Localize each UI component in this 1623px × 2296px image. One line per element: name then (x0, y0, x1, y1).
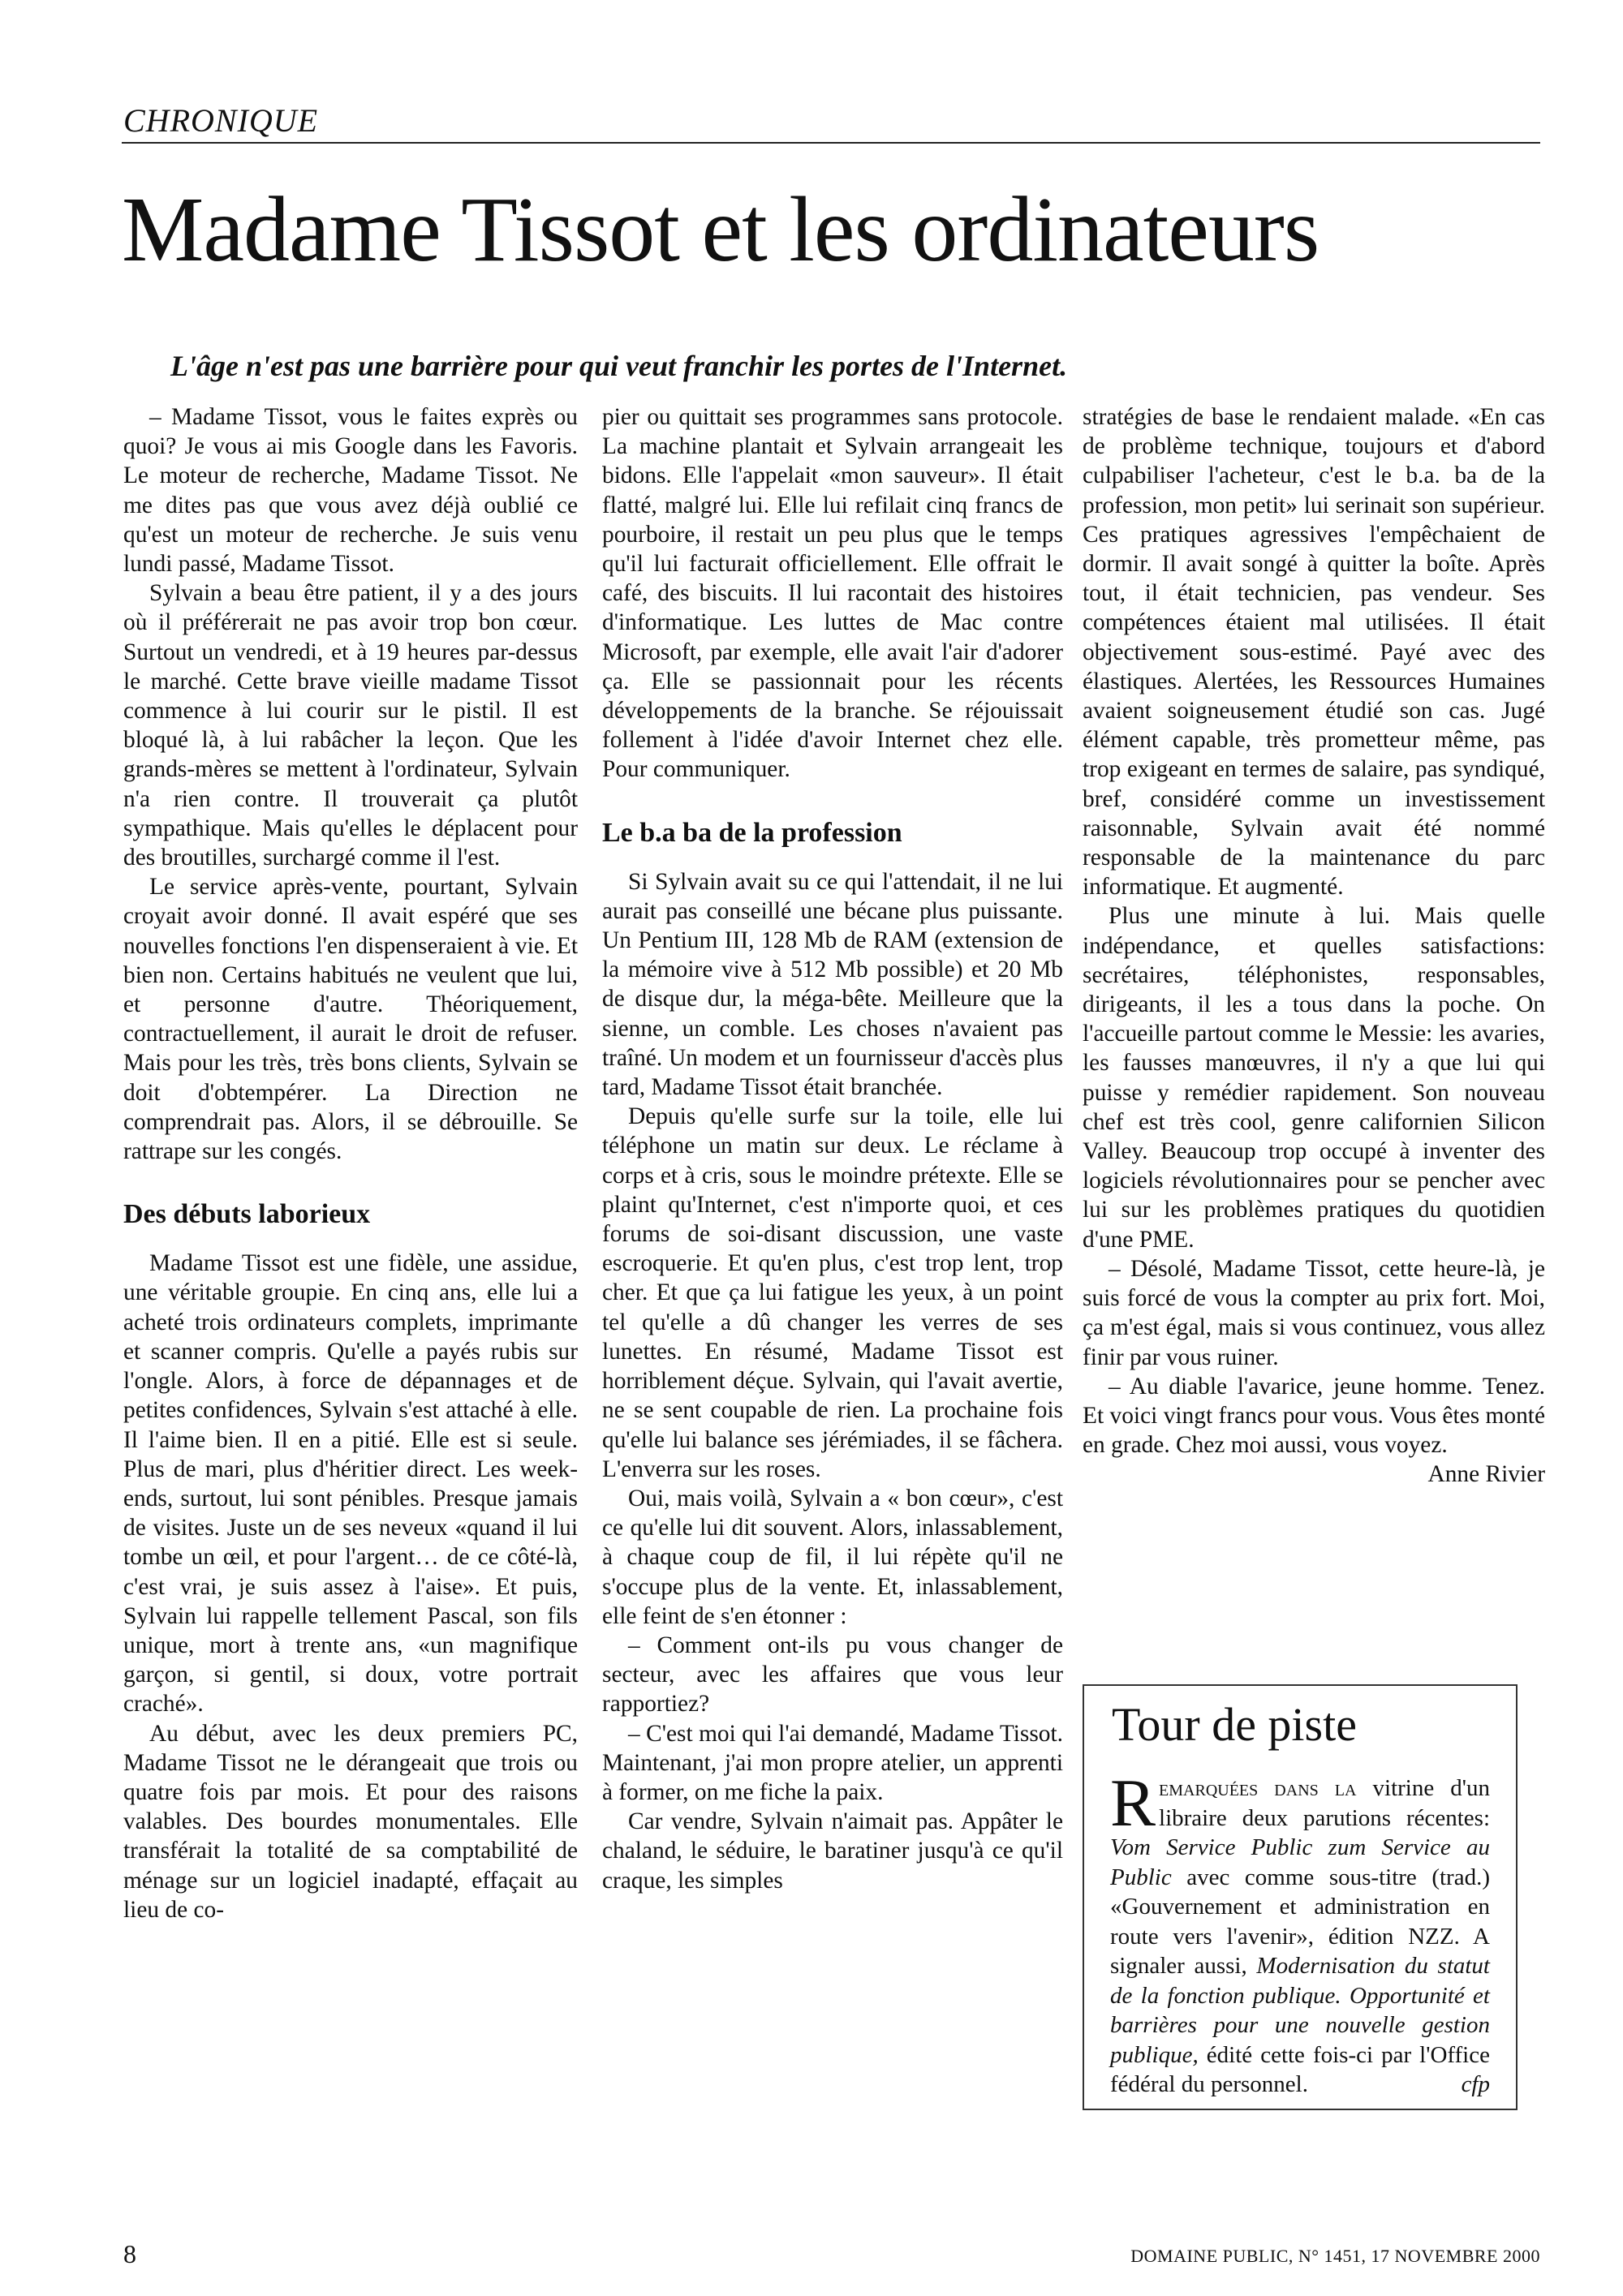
paragraph: Depuis qu'elle surfe sur la toile, elle lui téléphone un matin sur deux. Le réclame à corps et à cris, sous le moindre prétexte. Elle se plaint qu'Internet, c'est n'importe quoi, et ces forums de soi-disant discussion, une vaste escroquerie. Et qu'en plus, c'est trop lent, trop cher. Et que ça lui fatigue les yeux, à un point tel qu'elle a dû changer les verres de ses lunettes. En résumé, Madame Tissot est horriblement déçue. Sylvain, qui l'avait avertie, ne se sent coupable de rien. La prochaine fois qu'elle lui balance ses jérémiades, il se fâchera. L'enverra sur les roses. (602, 1103, 1063, 1482)
book-title: Vom Service Public zum Service au Public (1110, 1834, 1490, 1890)
article-subtitle: L'âge n'est pas une barrière pour qui veut franchir les portes de l'Internet. (170, 350, 1068, 382)
paragraph: – C'est moi qui l'ai demandé, Madame Tissot. Maintenant, j'ai mon propre atelier, un apprenti à former, on me fiche la paix. (602, 1720, 1063, 1805)
sidebar-text: édité cette fois-ci par l'Office fédéral du personnel. (1110, 2041, 1490, 2097)
section-heading: Des débuts laborieux (123, 1199, 371, 1230)
section-heading: Le b.a ba de la profession (602, 817, 902, 848)
paragraph: Madame Tissot est une fidèle, une assidue, une véritable groupie. En cinq ans, elle lui a acheté trois ordinateurs complets, imprimante et scanner compris. Qu'elle a payés rubis sur l'ongle. Alors, à force de dépannages et de petites confidences, Sylvain s'est attaché à elle. Il l'aime bien. Il en a pitié. Elle est si seule. Plus de mari, plus d'héritier direct. Les week-ends, surtout, lui sont pénibles. Presque jamais de visites. Juste un de ses neveux «quand il lui tombe un œil, et pour l'argent… de ce côté-là, c'est vrai, je suis assez à l'aise». Et puis, Sylvain lui rappelle tellement Pascal, son fils unique, mort à trente ans, «un magnifique garçon, si gentil, si doux, votre portrait craché». (123, 1250, 578, 1718)
page-number: 8 (123, 2239, 136, 2268)
article-column-1 (123, 402, 578, 1924)
paragraph: Sylvain a beau être patient, il y a des jours où il préférerait ne pas avoir trop bon cœur. Surtout un vendredi, et à 19 heures par-dessus le marché. Cette brave vieille madame Tissot commence à lui courir sur le pistil. Il est bloqué là, à lui rabâcher la leçon. Que les grands-mères se mettent à l'ordinateur, Sylvain n'a rien contre. Il trouverait ça plutôt sympathique. Mais qu'elles le déplacent pour des broutilles, surchargé comme il l'est. (123, 580, 578, 871)
sidebar-title: Tour de piste (1112, 1698, 1357, 1751)
sidebar-text: vitrine d'un libraire deux parutions récentes: (1159, 1775, 1490, 1831)
author-signature: Anne Rivier (1427, 1461, 1545, 1488)
paragraph: – Comment ont-ils pu vous changer de secteur, avec les affaires que vous leur rapportiez? (602, 1632, 1063, 1718)
sidebar-box (1083, 1684, 1518, 2110)
drop-cap: R (1110, 1765, 1156, 1841)
paragraph: Car vendre, Sylvain n'aimait pas. Appâter le chaland, le séduire, le baratiner jusqu'à ce qu'il craque, les simples (602, 1808, 1063, 1894)
paragraph: Au début, avec les deux premiers PC, Madame Tissot ne le dérangeait que trois ou quatre fois par mois. Et pour des raisons valables. Des bourdes monumentales. Elle transférait la totalité de sa comptabilité de ménage sur un logiciel inadapté, effaçait au lieu de co- (123, 1720, 578, 1923)
sidebar-signature: cfp (1461, 2071, 1490, 2097)
paragraph (1083, 1372, 1545, 1488)
sidebar-text: avec comme sous-titre (trad.) «Gouvernement et administration en route vers l'avenir», édition NZZ. A signaler aussi, (1110, 1864, 1490, 1979)
article-title: Madame Tissot et les ordinateurs (122, 178, 1319, 281)
lead-smallcaps: emarquées dans la (1159, 1775, 1357, 1801)
article-column-2 (602, 402, 1063, 1895)
paragraph: Le service après-vente, pourtant, Sylvain croyait avoir donné. Il avait espéré que ses nouvelles fonctions l'en dispenseraient à vie. Et bien non. Certains habitués ne veulent que lui, et personne d'autre. Théoriquement, contractuellement, il aurait le droit de refuser. Mais pour les très, très bons clients, Sylvain se doit d'obtempérer. La Direction ne comprendrait pas. Alors, il se débrouille. Se rattrape sur les congés. (123, 874, 578, 1165)
sidebar-body (1097, 1765, 1503, 2100)
paragraph: – Madame Tissot, vous le faites exprès ou quoi? Je vous ai mis Google dans les Favoris. Le moteur de recherche, Madame Tissot. Ne me dites pas que vous avez déjà oublié ce qu'est un moteur de recherche. Je suis venu lundi passé, Madame Tissot. (123, 404, 578, 578)
paragraph: Oui, mais voilà, Sylvain a « bon cœur», c'est ce qu'elle lui dit souvent. Alors, inlassablement, à chaque coup de fil, il lui répète qu'il ne s'occupe plus de la vente. Et, inlassablement, elle feint de s'en étonner : (602, 1485, 1063, 1629)
publication-info: DOMAINE PUBLIC, N° 1451, 17 NOVEMBRE 2000 (1130, 2246, 1540, 2266)
paragraph: Si Sylvain avait su ce qui l'attendait, il ne lui aurait pas conseillé une bécane plus puissante. Un Pentium III, 128 Mb de RAM (extension de la mémoire vive à 512 Mb possible) et 20 Mb de disque dur, la méga-bête. Meilleure que la sienne, un comble. Les choses n'avaient pas traîné. Un modem et un fournisseur d'accès plus tard, Madame Tissot était branchée. (602, 868, 1063, 1101)
paragraph: – Désolé, Madame Tissot, cette heure-là, je suis forcé de vous la compter au prix fort. Moi, ça m'est égal, mais si vous continuez, vous allez finir par vous ruiner. (1083, 1255, 1545, 1370)
paragraph: Plus une minute à lui. Mais quelle indépendance, et quelles satisfactions: secrétaires, téléphonistes, responsables, dirigeants, il les a tous dans la poche. On l'accueille partout comme le Messie: les avaries, les fausses manœuvres, il n'y a que lui qui puisse y remédier rapidement. Son nouveau chef est très cool, genre californien Silicon Valley. Beaucoup trop occupé à inventer des logiciels révolutionnaires pour se pencher avec lui sur les problèmes pratiques du quotidien d'une PME. (1083, 903, 1545, 1253)
paragraph: pier ou quittait ses programmes sans protocole. La machine plantait et Sylvain arrangeait les bidons. Elle l'appelait «mon sauveur». Il était flatté, malgré lui. Elle lui refilait cinq francs de pourboire, il restait un peu plus que le temps qu'il lui facturait officiellement. Elle offrait le café, des biscuits. Il lui racontait des histoires d'informatique. Les luttes de Mac contre Microsoft, par exemple, elle avait l'air d'adorer ça. Elle se passionnait pour les récents développements de la branche. Se réjouissait follement à l'idée d'avoir Internet chez elle. Pour communiquer. (602, 404, 1063, 783)
rubric-label: CHRONIQUE (123, 102, 319, 139)
header-rule (122, 142, 1540, 144)
book-title: Modernisation du statut de la fonction publique. Opportunité et barrières pour une nouvelle gestion publique, (1110, 1953, 1490, 2068)
article-column-3 (1083, 402, 1545, 1490)
paragraph-text: – Au diable l'avarice, jeune homme. Tenez. Et voici vingt francs pour vous. Vous êtes monté en grade. Chez moi aussi, vous voyez. (1083, 1373, 1545, 1459)
paragraph: stratégies de base le rendaient malade. «En cas de problème technique, toujours et d'abord culpabiliser l'acheteur, c'est le b.a. ba de la profession, mon petit» lui serinait son supérieur. Ces pratiques agressives l'empêchaient de dormir. Il avait songé à quitter la boîte. Après tout, il était technicien, pas vendeur. Ses compétences étaient mal utilisées. Il était objectivement sous-estimé. Payé avec des élastiques. Alertées, les Ressources Humaines avaient soigneusement étudié son cas. Jugé élément capable, très prometteur même, pas trop exigeant en termes de salaire, pas syndiqué, bref, considéré comme un investissement raisonnable, Sylvain avait été nommé responsable de la maintenance du parc informatique. Et augmenté. (1083, 404, 1545, 901)
